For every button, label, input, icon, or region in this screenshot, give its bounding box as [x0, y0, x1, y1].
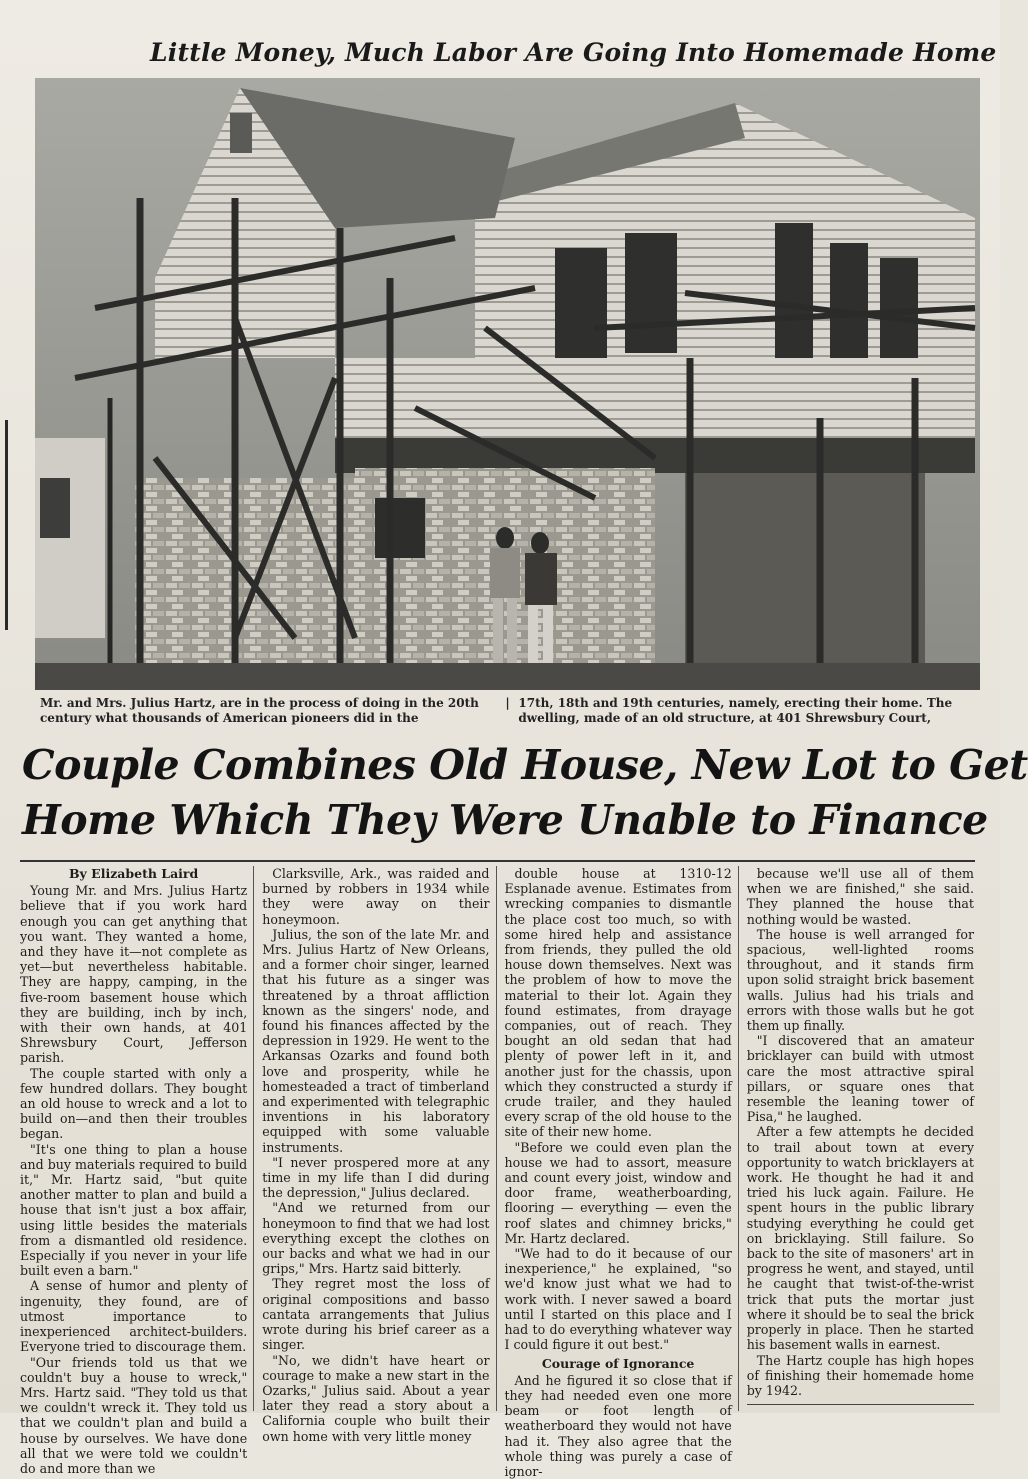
paragraph: They regret most the loss of original compositions and basso cantata arrangements that Julius wrote during his brief career as a singer. — [262, 1276, 490, 1353]
caption-left: Mr. and Mrs. Julius Hartz, are in the process of doing in the 20th century what thousands of American pioneers did in the — [40, 696, 479, 725]
main-headline — [22, 738, 1028, 848]
article-column-1 — [20, 866, 254, 1476]
article-body — [20, 866, 980, 1479]
paragraph: The Hartz couple has high hopes of finishing their homemade home by 1942. — [746, 1352, 974, 1398]
house-photo — [35, 78, 980, 690]
headline-line-2: Home Which They Were Unable to Finance — [22, 796, 988, 844]
article-column-4 — [747, 866, 980, 1411]
paragraph: And he figured it so close that if they had needed even one more beam or foot length of weatherboard they would not have had it. They also agree that the whole thing was purely a case of ignor- — [504, 1372, 732, 1479]
article-column-2 — [262, 866, 496, 1444]
paragraph: Julius, the son of the late Mr. and Mrs. Julius Hartz of New Orleans, and a former choir singer, learned that his future as a singer was threatened by a throat affliction known as the singers' node, and found his finances affected by the depression in 1929. He went to the Arkansas Ozarks and found both love and prosperity, while he homesteaded a tract of timberland and experimented with telegraphic inventions in his laboratory equipped with some valuable instruments. — [262, 926, 490, 1155]
house-construction-illustration — [35, 78, 980, 690]
caption-separator: | — [505, 696, 510, 710]
byline: By Elizabeth Laird — [68, 866, 199, 881]
column-end-rule — [747, 1404, 974, 1405]
paragraph: because we'll use all of them when we are finished," she said. They planned the house that nothing would be wasted. — [746, 866, 974, 927]
headline-rule — [20, 860, 975, 862]
margin-mark — [5, 420, 14, 630]
photo-caption — [40, 696, 975, 726]
article-column-3 — [504, 866, 739, 1479]
paragraph: "We had to do it because of our inexperience," he explained, "so we'd know just what we had to work with. I never sawed a board until I started on this place and I had to do everything whatever way I could figure it out best." — [504, 1246, 732, 1353]
paragraph: After a few attempts he decided to trail about town at every opportunity to watch bricklayers at work. He thought he had it and tried his luck again. Failure. He spent hours in the public library studying everything he could get on bricklaying. Still failure. So back to the site of masoners' art in progress he went, and stayed, until he caught that twist-of-the-wrist trick that puts the mortar just where it should be to seal the brick properly in place. Then he started his basement walls in earnest. — [746, 1124, 974, 1353]
paragraph: The couple started with only a few hundred dollars. They bought an old house to wreck and a lot to build on—and then their troubles began. — [20, 1065, 248, 1142]
subhead: Courage of Ignorance — [541, 1355, 695, 1371]
paragraph: "I discovered that an amateur bricklayer can build with utmost care the most attractive spiral pillars, or square ones that resemble the leaning tower of Pisa," he laughed. — [746, 1033, 974, 1125]
paragraph: "No, we didn't have heart or courage to make a new start in the Ozarks," Julius said. About a year later they read a story about a California couple who built their own home with very little money — [262, 1352, 490, 1444]
paragraph: "I never prospered more at any time in my life than I did during the depression," Julius declared. — [262, 1154, 490, 1201]
paragraph: A sense of humor and plenty of ingenuity, they found, are of utmost importance to inexperienced architect-builders. Everyone tried to discourage them. — [20, 1278, 248, 1355]
paragraph: Young Mr. and Mrs. Julius Hartz believe that if you work hard enough you can get anything that you want. They wanted a home, and they have it—not complete as yet—but nevertheless habitable. They are happy, camping, in the five-room basement house which they are building, inch by inch, with their own hands, at 401 Shrewsbury Court, Jefferson parish. — [20, 883, 248, 1066]
paragraph: Clarksville, Ark., was raided and burned by robbers in 1934 while they were away on their honeymoon. — [262, 866, 490, 927]
paragraph: "Our friends told us that we couldn't buy a house to wreck," Mrs. Hartz said. "They told us that we couldn't wreck it. They told us that we couldn't plan and build a house by ourselves. We have done all that we were told we couldn't do and more than we — [20, 1354, 248, 1476]
caption-right: 17th, 18th and 19th centuries, namely, erecting their home. The dwelling, made of an old structure, at 401 Shrewsbury Court, — [518, 696, 953, 725]
paragraph: double house at 1310-12 Esplanade avenue. Estimates from wrecking companies to dismantle the place cost too much, so with some hired help and assistance from friends, they pulled the old house down themselves. Next was the problem of how to move the material to their lot. Again they found estimates, from drayage companies, out of reach. They bought an old sedan that had plenty of power left in it, and another just for the chassis, upon which they constructed a sturdy if crude trailer, and they hauled every scrap of the old house to the site of their new home. — [504, 866, 732, 1140]
paragraph: The house is well arranged for spacious, well-lighted rooms throughout, and it stands firm upon solid straight brick basement walls. Julius had his trials and errors with those walls but he got them up finally. — [746, 926, 974, 1034]
kicker-headline: Little Money, Much Labor Are Going Into Homemade Home — [150, 38, 997, 67]
paragraph: "And we returned from our honeymoon to find that we had lost everything except the clothes on our backs and what we had in our grips," Mrs. Hartz said bitterly. — [262, 1200, 490, 1277]
headline-line-1: Couple Combines Old House, New Lot to Get — [22, 741, 1028, 789]
paragraph: "Before we could even plan the house we had to assort, measure and count every joist, window and door frame, weatherboarding, flooring — everything — even the roof slates and chimney bricks," Mr. Hartz declared. — [504, 1139, 732, 1246]
paragraph: "It's one thing to plan a house and buy materials required to build it," Mr. Hartz said, "but quite another matter to plan and build a house that isn't just a box affair, using little besides the materials from a dismantled old residence. Especially if you never in your life built even a barn." — [20, 1141, 248, 1279]
